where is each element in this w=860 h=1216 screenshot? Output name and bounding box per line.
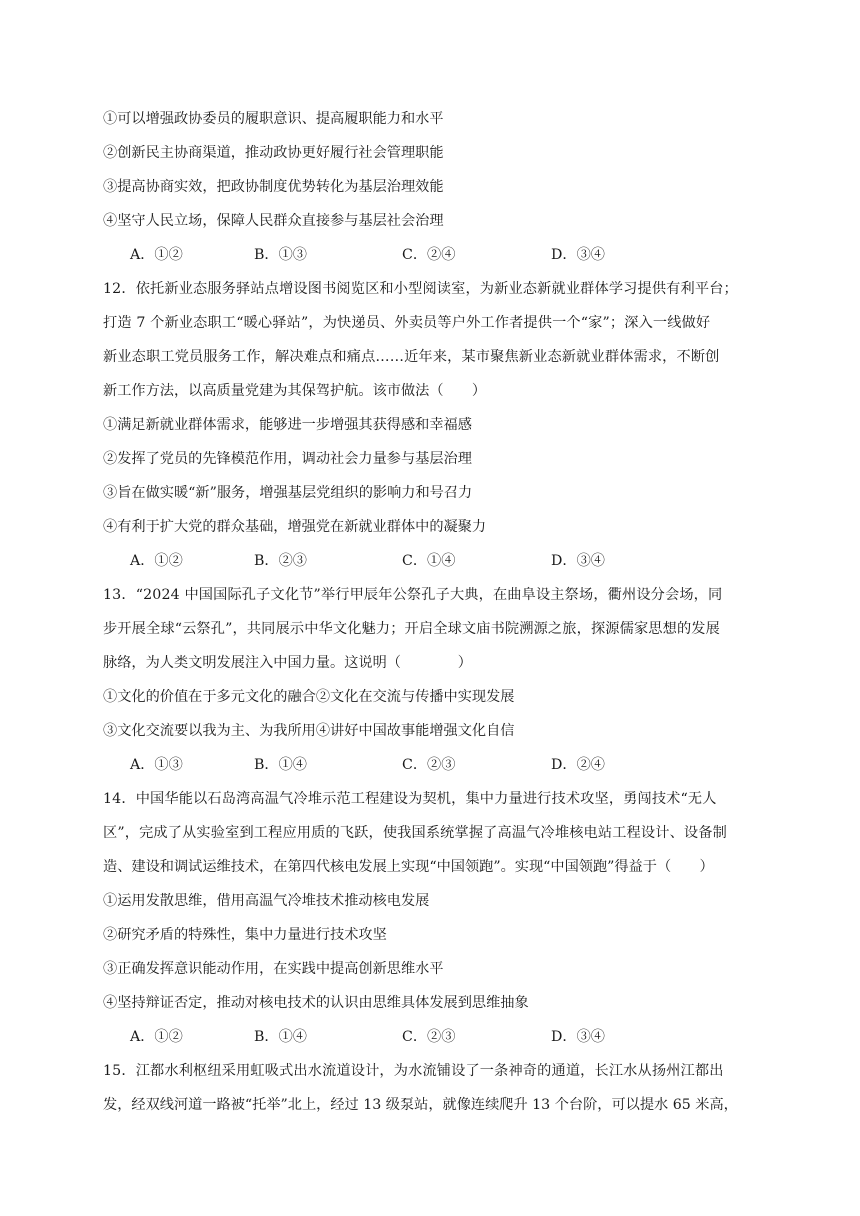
q11-option-a[interactable]: A．①② xyxy=(130,247,183,263)
q13-option-b[interactable]: B．①④ xyxy=(254,757,307,773)
q11-option-d[interactable]: D．③④ xyxy=(551,247,605,263)
exam-page: ①可以增强政协委员的履职意识、提高履职能力和水平 ②创新民主协商渠道，推动政协更好履行社会管理职能 ③提高协商实效，把政协制度优势转化为基层治理效能 ④坚守人民立场，保障人民群众直接参与基层社会治理 A．①② B．①③ C．②④ D．③④ 12．依托新业态服务驿站点增设图书阅览区和小型阅读室，为新业态新就业群体学习提供有利平台； 打造 7 个新业态职工“暖心驿站”，为快递员、外卖员等户外工作者提供一个“家”；深入一线做好 新业态职工党员服务工作，解决难点和痛点……近年来，某市聚焦新业态新就业群体需求，不断创 新工作方法，以高质量党建为其保驾护航。该市做法（ ） ①满足新就业群体需求，能够进一步增强其获得感和幸福感 ②发挥了党员的先锋模范作用，调动社会力量参与基层治理 ③旨在做实暖“新”服务，增强基层党组织的影响力和号召力 ④有利于扩大党的群众基础，增强党在新就业群体中的凝聚力 A．①② B．②③ C．①④ D．③④ 13．“2024 中国国际孔子文化节”举行甲辰年公祭孔子大典，在曲阜设主祭场，衢州设分会场，同 步开展全球“云祭孔”，共同展示中华文化魅力；开启全球文庙书院溯源之旅，探源儒家思想的发展 脉络，为人类文明发展注入中国力量。这说明（ ） ①文化的价值在于多元文化的融合②文化在交流与传播中实现发展 ③文化交流要以我为主、为我所用④讲好中国故事能增强文化自信 A．①③ B．①④ C．②③ D．②④ 14．中国华能以石岛湾高温气冷堆示范工程建设为契机，集中力量进行技术攻坚，勇闯技术“无人 区”，完成了从实验室到工程应用质的飞跃，使我国系统掌握了高温气冷堆核电站工程设计、设备制 造、建设和调试运维技术，在第四代核电发展上实现“中国领跑”。实现“中国领跑”得益于（ ） ①运用发散思维，借用高温气冷堆技术推动核电发展 ②研究矛盾的特殊性，集中力量进行技术攻坚 ③正确发挥意识能动作用，在实践中提高创新思维水平 ④坚持辩证否定，推动对核电技术的认识由思维具体发展到思维抽象 A．①② B．①④ C．②③ D．③④ 15．江都水利枢纽采用虹吸式出水流道设计，为水流铺设了一条神奇的通道，长江水从扬州江都出 发，经双线河道一路被“托举”北上，经过 13 级泵站，就像连续爬升 13 个台阶，可以提水 65 米高， xyxy=(103,111,738,1113)
q13-option-c[interactable]: C．②③ xyxy=(402,757,456,773)
q14-option-b[interactable]: B．①④ xyxy=(254,1029,307,1045)
q12-option-c[interactable]: C．①④ xyxy=(402,553,456,569)
q14-option-d[interactable]: D．③④ xyxy=(551,1029,605,1045)
q14-option-c[interactable]: C．②③ xyxy=(402,1029,456,1045)
q11-option-b[interactable]: B．①③ xyxy=(254,247,307,263)
q13-option-d[interactable]: D．②④ xyxy=(551,757,605,773)
q12-option-b[interactable]: B．②③ xyxy=(254,553,307,569)
q13-option-a[interactable]: A．①③ xyxy=(130,757,183,773)
q12-option-d[interactable]: D．③④ xyxy=(551,553,605,569)
q14-option-a[interactable]: A．①② xyxy=(130,1029,183,1045)
q11-option-c[interactable]: C．②④ xyxy=(402,247,456,263)
q12-option-a[interactable]: A．①② xyxy=(130,553,183,569)
